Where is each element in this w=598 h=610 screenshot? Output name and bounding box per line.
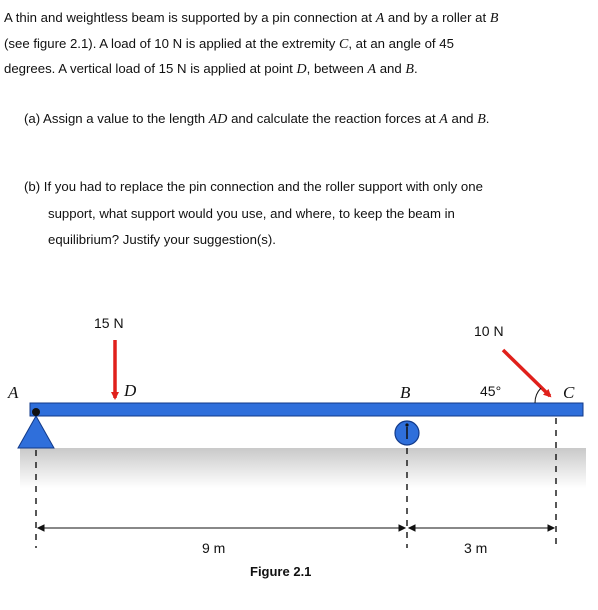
problem-text: . (413, 61, 418, 76)
point-b-label: B (477, 112, 486, 127)
figure-2-1 (0, 300, 598, 600)
problem-text: degrees. A vertical load of 15 N is applied at point (4, 61, 297, 76)
question-a (24, 111, 489, 128)
question-text: and (447, 111, 478, 126)
point-c-label: C (563, 383, 575, 402)
question-b-line-3: equilibrium? Justify your suggestion(s). (48, 232, 276, 247)
problem-text: , between (306, 61, 368, 76)
problem-line-3 (4, 61, 418, 78)
point-c-label: C (339, 37, 349, 52)
beam (30, 403, 583, 416)
point-a-label: A (375, 11, 385, 26)
problem-text: (see figure 2.1). A load of 10 N is applied at the extremity (4, 36, 339, 51)
question-text: and calculate the reaction forces at (227, 111, 440, 126)
load-15n-label: 15 N (94, 315, 124, 331)
point-d-label: D (296, 62, 307, 77)
point-a-label: A (367, 62, 377, 77)
problem-line-1 (4, 10, 498, 27)
point-b-label: B (489, 11, 499, 26)
dimension-ab (38, 525, 405, 531)
point-d-label: D (124, 381, 137, 400)
dimension-bc (409, 525, 554, 531)
problem-text: , at an angle of 45 (348, 36, 454, 51)
point-b-label: B (400, 383, 411, 402)
segment-ad-label: AD (208, 112, 228, 127)
point-a-label: A (8, 383, 19, 402)
question-text: (a) Assign a value to the length (24, 111, 209, 126)
problem-text: A thin and weightless beam is supported by a pin connection at (4, 10, 376, 25)
point-b-label: B (405, 62, 414, 77)
problem-line-2 (4, 36, 454, 53)
angle-arc (535, 388, 541, 403)
ground-shadow (20, 448, 586, 488)
figure-caption: Figure 2.1 (250, 564, 312, 579)
question-b-line-2: support, what support would you use, and where, to keep the beam in (48, 206, 455, 221)
point-a-label: A (439, 112, 448, 127)
angle-label: 45° (480, 383, 502, 399)
problem-text: and by a roller at (384, 10, 490, 25)
dimension-9m-label: 9 m (202, 540, 226, 556)
dimension-3m-label: 3 m (464, 540, 488, 556)
problem-text: and (376, 61, 406, 76)
question-b-line-1: (b) If you had to replace the pin connection and the roller support with only one (24, 179, 483, 194)
roller-support-b (395, 421, 419, 445)
question-text: . (485, 111, 490, 126)
load-10n-arrow (503, 350, 550, 396)
load-10n-label: 10 N (474, 323, 504, 339)
